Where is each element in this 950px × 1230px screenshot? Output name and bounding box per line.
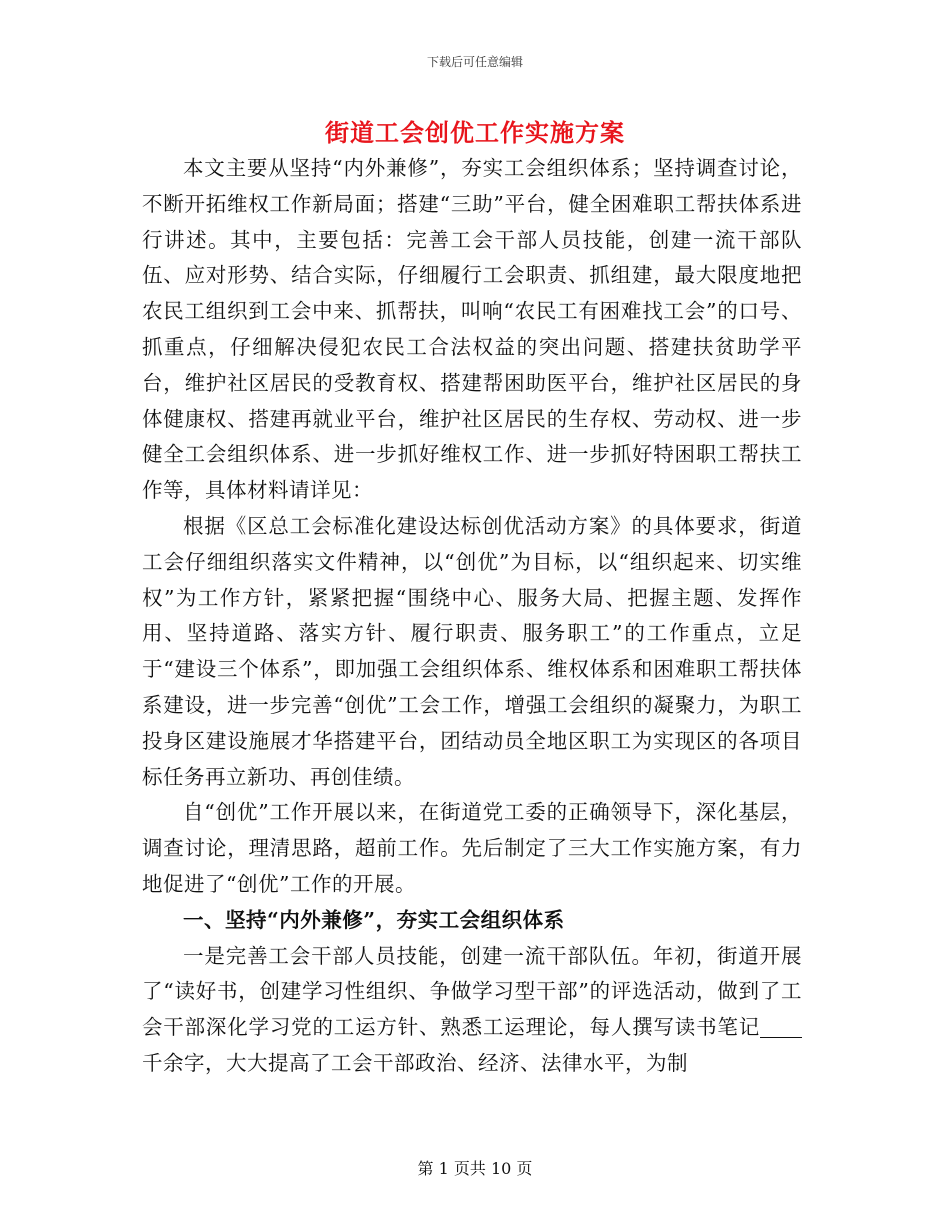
paragraph-background: 根据《区总工会标准化建设达标创优活动方案》的具体要求，街道工会仔细组织落实文件精神，以“创优”为目标，以“组织起来、切实维权”为工作方针，紧紧把握“围绕中心、服务大局、把握主题、发挥作用、坚持道路、落实方针、履行职责、服务职工”的工作重点，立足于“建设三个体系”，即加强工会组织体系、维权体系和困难职工帮扶体系建设，进一步完善“创优”工会工作，增强工会组织的凝聚力，为职工投身区建设施展才华搭建平台，团结动员全地区职工为实现区的各项目标任务再立新功、再创佳绩。 bbox=[142, 513, 802, 789]
paragraph-progress: 自“创优”工作开展以来，在街道党工委的正确领导下，深化基层，调查讨论，理清思路，超前工作。先后制定了三大工作实施方案，有力地促进了“创优”工作的开展。 bbox=[142, 800, 802, 896]
document-body bbox=[142, 151, 802, 1082]
text-before-blank: 一是完善工会干部人员技能，创建一流干部队伍。年初，街道开展了“读好书，创建学习性组织、争做学习型干部”的评选活动，做到了工会干部深化学习党的工运方针、熟悉工运理论，每人撰写读书笔记 bbox=[142, 943, 802, 1040]
paragraph-intro: 本文主要从坚持“内外兼修”，夯实工会组织体系；坚持调查讨论，不断开拓维权工作新局面；搭建“三助”平台，健全困难职工帮扶体系进行讲述。其中，主要包括：完善工会干部人员技能，创建一流干部队伍、应对形势、结合实际，仔细履行工会职责、抓组建，最大限度地把农民工组织到工会中来、抓帮扶，叫响“农民工有困难找工会”的口号、抓重点，仔细解决侵犯农民工合法权益的突出问题、搭建扶贫助学平台，维护社区居民的受教育权、搭建帮困助医平台，维护社区居民的身体健康权、搭建再就业平台，维护社区居民的生存权、劳动权、进一步健全工会组织体系、进一步抓好维权工作、进一步抓好特困职工帮扶工作等，具体材料请详见： bbox=[142, 156, 802, 503]
paragraph-section-1 bbox=[142, 939, 802, 1082]
fill-in-blank bbox=[760, 1017, 802, 1039]
section-heading-1: 一、坚持“内外兼修”，夯实工会组织体系 bbox=[183, 907, 565, 932]
page-header-note: 下载后可任意编辑 bbox=[426, 55, 523, 69]
text-after-blank: 千余字，大大提高了工会干部政治、经济、法律水平，为制 bbox=[142, 1050, 688, 1075]
document-title: 街道工会创优工作实施方案 bbox=[325, 118, 625, 147]
page-number-footer: 第 1 页共 10 页 bbox=[417, 1159, 533, 1178]
